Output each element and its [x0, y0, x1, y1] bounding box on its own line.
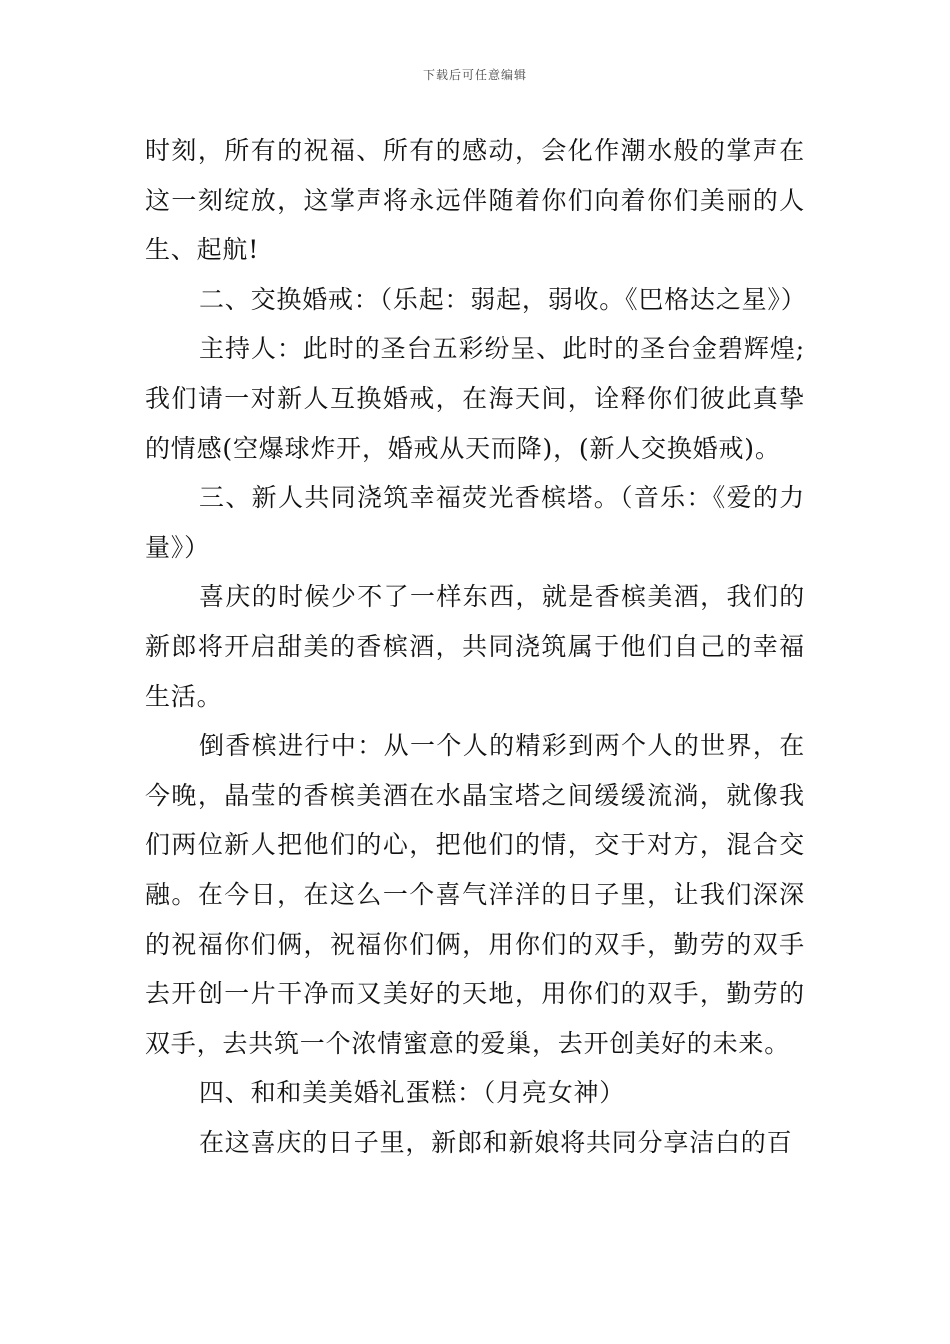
- paragraph-2: 二、交换婚戒：（乐起：弱起，弱收。《巴格达之星》）: [199, 284, 807, 314]
- paragraph-4: 三、新人共同浇筑幸福荧光香槟塔。（音乐：《爱的力量》）: [145, 483, 805, 562]
- paragraph-1: 时刻，所有的祝福、所有的感动，会化作潮水般的掌声在这一刻绽放，这掌声将永远伴随着你们向着你们美丽的人生、起航!: [145, 136, 805, 265]
- paragraph-5: 喜庆的时候少不了一样东西，就是香槟美酒，我们的新郎将开启甜美的香槟酒，共同浇筑属于他们自己的幸福生活。: [145, 582, 805, 711]
- paragraph-8: 在这喜庆的日子里，新郎和新娘将共同分享洁白的百: [199, 1127, 793, 1157]
- paragraph-3: 主持人：此时的圣台五彩纷呈、此时的圣台金碧辉煌;我们请一对新人互换婚戒，在海天间，诠释你们彼此真挚的情感(空爆球炸开，婚戒从天而降)，(新人交换婚戒)。: [145, 334, 805, 463]
- document-body: [145, 126, 805, 1167]
- paragraph-7: 四、和和美美婚礼蛋糕：（月亮女神）: [199, 1078, 626, 1108]
- paragraph-6: 倒香槟进行中：从一个人的精彩到两个人的世界，在今晚，晶莹的香槟美酒在水晶宝塔之间缓缓流淌，就像我们两位新人把他们的心，把他们的情，交于对方，混合交融。在今日，在这么一个喜气洋洋的日子里，让我们深深的祝福你们俩，祝福你们俩，用你们的双手，勤劳的双手去开创一片干净而又美好的天地，用你们的双手，勤劳的双手，去共筑一个浓情蜜意的爱巢，去开创美好的未来。: [145, 731, 805, 1058]
- page-header: 下载后可任意编辑: [422, 68, 527, 82]
